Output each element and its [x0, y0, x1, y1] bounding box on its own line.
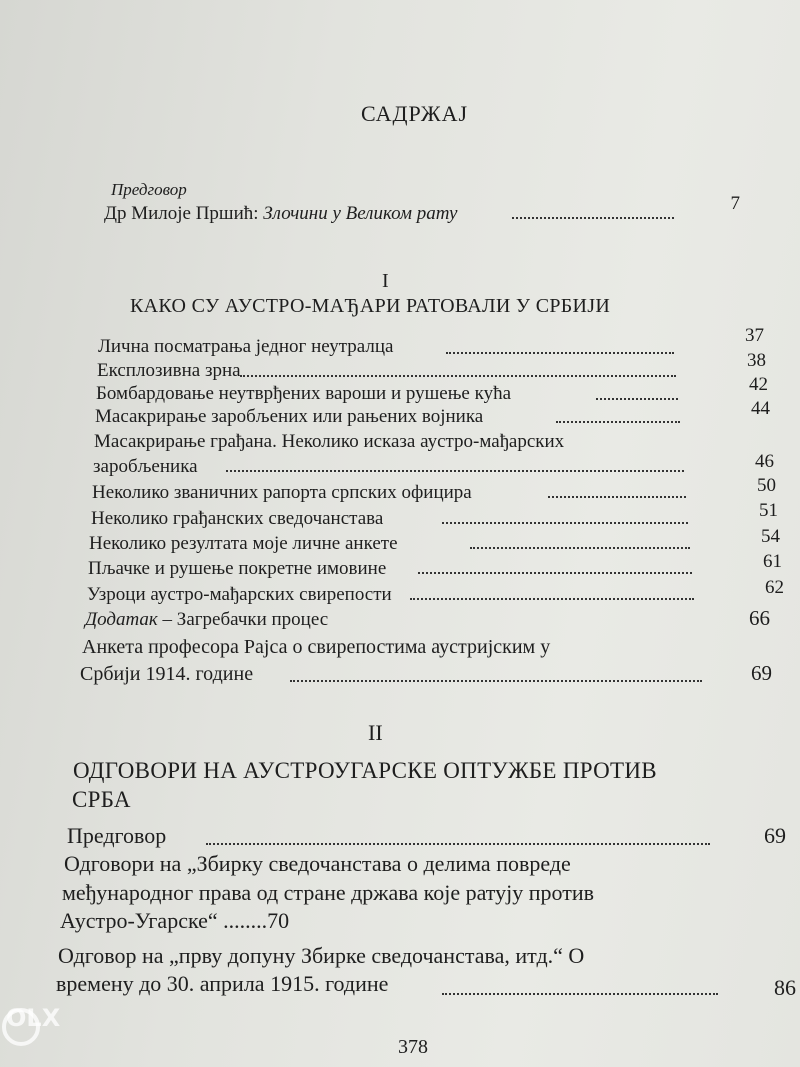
part-title-continued: СРБА — [72, 787, 131, 812]
toc-entry: Експлозивна зрна — [97, 360, 241, 381]
dot-leader — [512, 217, 674, 219]
appendix-title: Загребачки процес — [176, 609, 329, 630]
toc-entry: Узроци аустро-мађарских свирепости — [87, 584, 392, 605]
dot-leader — [470, 547, 690, 549]
dot-leader — [556, 421, 680, 423]
dot-leader — [442, 993, 718, 995]
appendix-dash: – — [157, 609, 173, 630]
page-ref: 54 — [761, 526, 780, 547]
page-ref: 7 — [730, 193, 740, 214]
page-ref: 44 — [751, 398, 770, 419]
page-ref: 50 — [757, 475, 776, 496]
page-ref: 51 — [759, 500, 778, 521]
preface-entry — [104, 203, 457, 225]
toc-entry: Одговори на „Збирку сведочанстава о делима повреде — [64, 851, 571, 876]
toc-entry: Бомбардовање неутврђених вароши и рушење кућа — [96, 383, 512, 404]
part-numeral: II — [368, 720, 383, 745]
page-number: 378 — [398, 1036, 428, 1058]
watermark-text: OLX — [6, 1004, 61, 1032]
preface-label: Предговор — [111, 180, 187, 199]
preface-work: Злочини у Великом рату — [263, 203, 458, 224]
toc-entry: Аустро-Угарске“ ........70 — [60, 908, 290, 933]
toc-entry: Неколико званичних рапорта српских официра — [92, 482, 472, 503]
part-numeral: I — [382, 270, 389, 292]
dot-leader — [226, 470, 684, 472]
dot-leader — [240, 375, 676, 377]
dot-leader — [418, 572, 692, 574]
dot-leader — [596, 398, 678, 400]
toc-entry: Неколико резултата моје личне анкете — [89, 533, 398, 554]
appendix-label: Додатак — [85, 609, 158, 630]
page-ref: 61 — [763, 551, 782, 572]
toc-entry: времену до 30. априла 1915. године — [56, 971, 389, 996]
dot-leader — [290, 680, 702, 682]
toc-entry — [85, 609, 328, 631]
page-ref: 62 — [765, 577, 784, 598]
page-ref: 69 — [764, 823, 786, 848]
olx-watermark — [0, 990, 70, 1060]
toc-entry: Одговор на „прву допуну Збирке сведочанстава, итд.“ О — [58, 943, 585, 968]
toc-entry: Неколико грађанских сведочанстава — [91, 508, 384, 529]
page-ref: 42 — [749, 374, 768, 395]
toc-entry: Србији 1914. године — [80, 663, 254, 685]
preface-author: Др Милоје Пршић: — [104, 203, 259, 224]
toc-entry: Предговор — [67, 823, 167, 848]
part-title: КАКО СУ АУСТРО-МАЂАРИ РАТОВАЛИ У СРБИЈИ — [130, 295, 611, 317]
toc-entry: Анкета професора Рајса о свирепостима аустријским у — [82, 636, 551, 658]
page-ref: 38 — [747, 350, 766, 371]
page-ref: 66 — [749, 606, 770, 630]
dot-leader — [410, 598, 694, 600]
toc-entry: међународног права од стране држава које ратују против — [62, 880, 594, 905]
toc-entry: Масакрирање заробљених или рањених војника — [95, 406, 484, 427]
part-title: ОДГОВОРИ НА АУСТРОУГАРСКЕ ОПТУЖБЕ ПРОТИВ — [73, 758, 657, 783]
page-title: САДРЖАЈ — [361, 101, 469, 126]
toc-entry: Масакрирање грађана. Неколико исказа аустро-мађарских — [94, 431, 565, 452]
dot-leader — [548, 496, 686, 498]
toc-entry: Пљачке и рушење покретне имовине — [88, 558, 387, 579]
toc-entry: заробљеника — [93, 456, 198, 477]
page-ref: 37 — [745, 325, 764, 346]
dot-leader — [442, 522, 688, 524]
page-ref: 69 — [751, 661, 772, 685]
dot-leader — [206, 843, 710, 845]
page-ref: 86 — [774, 975, 796, 1000]
dot-leader — [446, 352, 674, 354]
page-ref: 46 — [755, 451, 774, 472]
toc-entry: Лична посматрања једног неутралца — [98, 336, 394, 357]
